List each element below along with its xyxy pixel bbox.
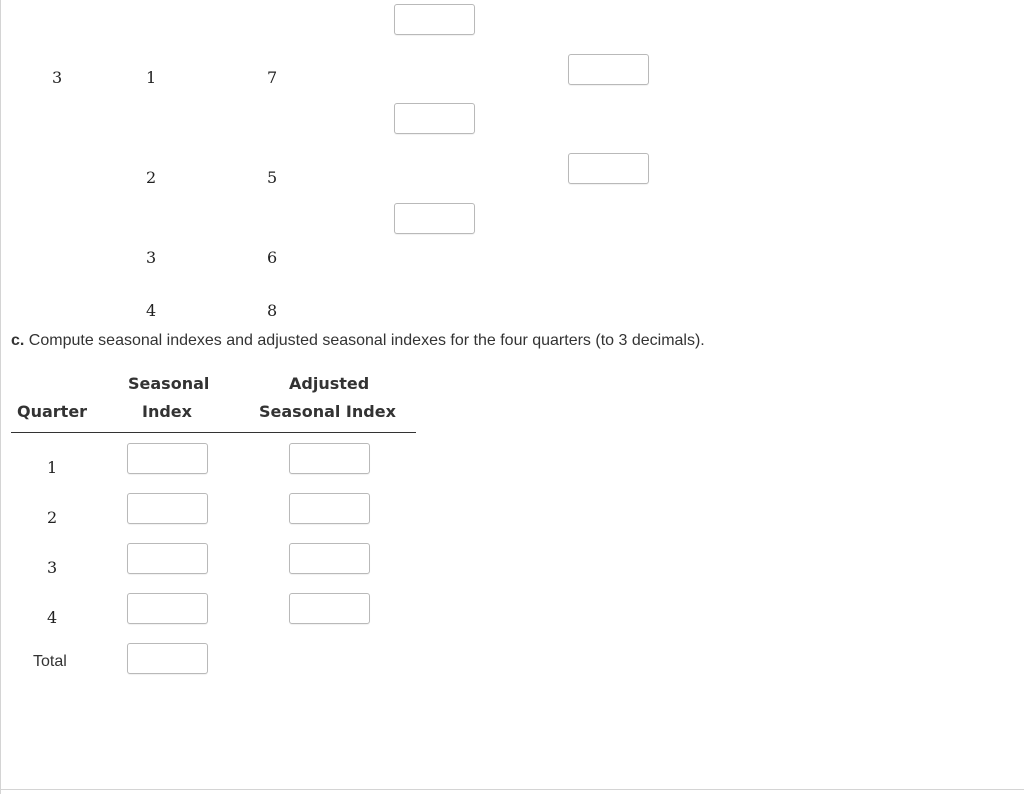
part-letter: c.	[11, 332, 25, 349]
adjusted-seasonal-index-input[interactable]	[289, 493, 370, 524]
adjusted-index-header-line1: Adjusted	[289, 374, 370, 393]
quarter-cell: 1	[146, 68, 157, 87]
value-cell: 5	[267, 168, 278, 187]
value-cell: 8	[267, 301, 278, 320]
quarter-label: 1	[47, 458, 58, 477]
seasonal-index-input[interactable]	[127, 543, 208, 574]
seasonal-index-header-line2: Index	[142, 402, 192, 421]
total-seasonal-index-input[interactable]	[127, 643, 208, 674]
header-divider	[11, 432, 416, 433]
frame-bottom-border	[0, 789, 1024, 790]
seasonal-index-input[interactable]	[127, 593, 208, 624]
seasonal-index-input[interactable]	[127, 443, 208, 474]
centered-moving-average-input[interactable]	[568, 54, 649, 85]
frame-left-border	[0, 0, 1, 794]
quarter-header: Quarter	[17, 402, 88, 421]
seasonal-index-header-line1: Seasonal	[128, 374, 210, 393]
quarter-cell: 3	[146, 248, 157, 267]
moving-average-input[interactable]	[394, 103, 475, 134]
quarter-label: 4	[47, 608, 58, 627]
adjusted-index-header-line2: Seasonal Index	[259, 402, 396, 421]
value-cell: 7	[267, 68, 278, 87]
quarter-label: 3	[47, 558, 58, 577]
seasonal-index-input[interactable]	[127, 493, 208, 524]
adjusted-seasonal-index-input[interactable]	[289, 543, 370, 574]
moving-average-input[interactable]	[394, 4, 475, 35]
total-label: Total	[33, 653, 67, 670]
adjusted-seasonal-index-input[interactable]	[289, 593, 370, 624]
adjusted-seasonal-index-input[interactable]	[289, 443, 370, 474]
quarter-cell: 2	[146, 168, 157, 187]
quarter-cell: 4	[146, 301, 157, 320]
quarter-label: 2	[47, 508, 58, 527]
part-c-instruction	[11, 331, 705, 351]
value-cell: 6	[267, 248, 278, 267]
centered-moving-average-input[interactable]	[568, 153, 649, 184]
instruction-text: Compute seasonal indexes and adjusted seasonal indexes for the four quarters (to 3 decimals).	[28, 332, 705, 349]
moving-average-input[interactable]	[394, 203, 475, 234]
year-cell: 3	[52, 68, 63, 87]
